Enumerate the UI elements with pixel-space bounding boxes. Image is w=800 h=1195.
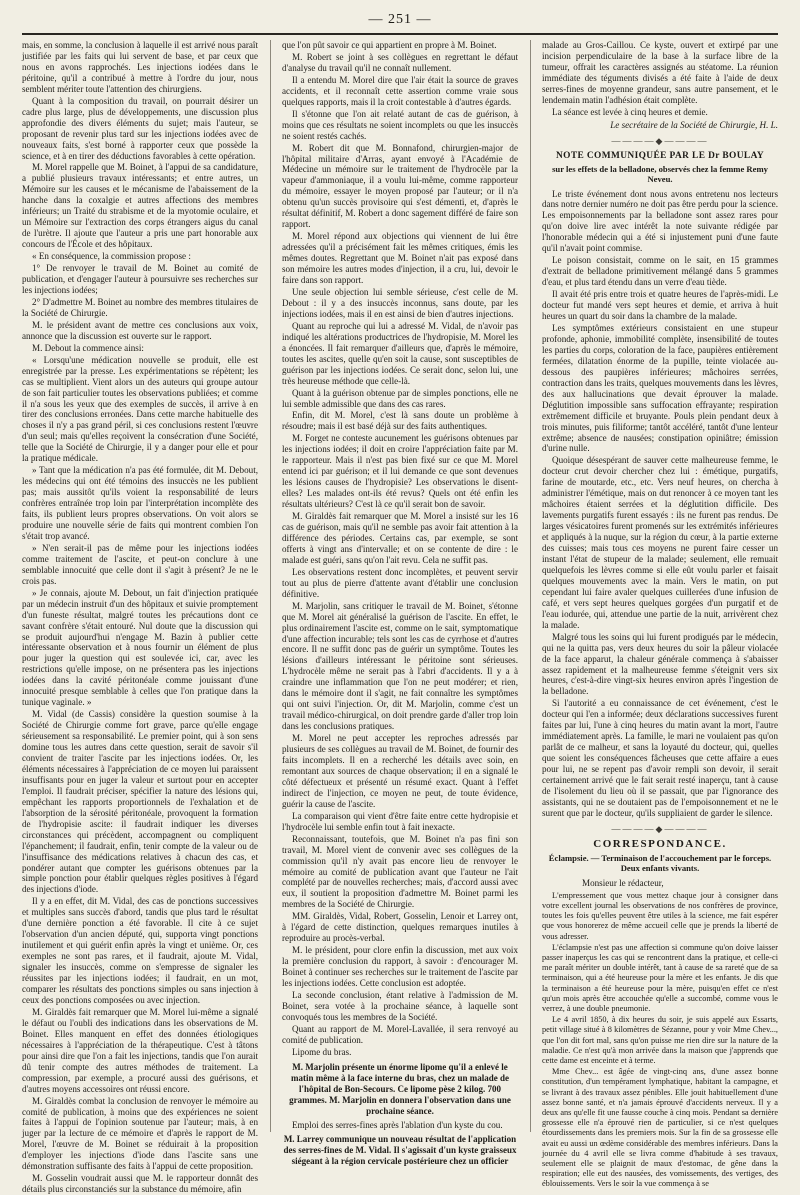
paragraph: M. Giraldès fait remarquer que M. Morel lui-même a signalé le défaut ou l'oubli des indications dans les observations de M. Boinet. Elles manquent en effet des données étiologiques nécessaires à l'appréciation de la thérapeutique. C'est à tâtons pour ainsi dire que l'on a fait les injections, tandis que l'on aurait dû tenir compte des autres méthodes de traitement. La compression, par exemple, a procuré aussi des guérisons, et d'autres moyens accessoires ont réussi encore.	[22, 1006, 258, 1094]
paragraph: « Lorsqu'une médication nouvelle se produit, elle est enregistrée par la presse. Les expérimentations se répètent; les cas se multiplient. Vient alors un des auteurs qui groupe autour de son fait particulier toutes les observations publiées; et comme il n'a sous les yeux que des exemples de succès, il arrive à en tirer des conclusions erronées. Dans cette marche habituelle des choses il n'y a pas grand péril, si ces conclusions restent l'œuvre d'un seul; mais qu'elles reçoivent la consécration d'une Société, telle que la Société de Chirurgie, il y a danger pour elle et pour la pratique médicale.	[22, 354, 258, 464]
correspondance-heading: CORRESPONDANCE.	[593, 837, 727, 850]
note-subheading: sur les effets de la belladone, observés chez la femme Remy Neveu.	[552, 163, 768, 184]
paragraph: M. Giraldès combat la conclusion de renvoyer le mémoire au comité de publication, à moins que des expériences ne soient faites à l'appui de l'opinion soutenue par l'auteur; mais, à en juger par la lecture de ce mémoire et d'après le rapport de M. Morel, l'œuvre de M. Boinet se réduirait à la proposition d'employer les injections d'iode dans l'ascite sans une démonstration suffisante des faits à l'appui de cette proposition.	[22, 1095, 258, 1172]
paragraph: M. Forget ne conteste aucunement les guérisons obtenues par les injections iodées; il doit en croire l'appréciation faite par M. le rapporteur. Mais il n'est pas bien fixé sur ce que M. Morel entend ici par guérison; et il lui demande ce que sont devenues les lésions causes de l'hydropisie? Les observations le disent-elles? Les malades ont-ils été revus? Quels ont été enfin les résultats ultérieurs? C'est là ce qu'il serait bon de savoir.	[282, 433, 518, 510]
paragraph: Il a entendu M. Morel dire que l'air était la source de graves accidents, et il reconnaît cette assertion comme vraie sous quelques rapports, mais il la croit contestable à d'autres égards.	[282, 74, 518, 107]
ornament-divider: ————◆————	[611, 135, 709, 146]
paragraph: 1° De renvoyer le travail de M. Boinet au comité de publication, et d'engager l'auteur à poursuivre ses recherches sur les injections iodées;	[22, 263, 258, 295]
paragraph: M. Gosselin voudrait aussi que M. le rapporteur donnât des détails plus circonstanciés sur la substance du mémoire, afin	[22, 1173, 258, 1195]
paragraph: Il s'étonne que l'on ait relaté autant de cas de guérison, à moins que ces résultats ne soient incomplets ou que les insuccès ne soient restés cachés.	[282, 108, 518, 141]
paragraph: » Je connais, ajoute M. Debout, un fait d'injection pratiquée par un médecin instruit d'un des hôpitaux et suivie promptement d'un funeste résultat, malgré toutes les précautions dont ce savant confrère s'était entouré. Nul doute que la discussion qui se produit aujourd'hui n'engage M. Bazin à publier cette intéressante observation et à nous fournir un élément de plus pour juger la question qui est soulevée ici, car, avec les restrictions qu'elle impose, on ne présentera pas les injections iodées dans la cavité péritonéale comme jouissant d'une innocuité presque semblable à celles que l'on pratique dans la tunique vaginale. »	[22, 587, 258, 708]
paragraph: L'éclampsie n'est pas une affection si commune qu'on doive laisser passer inaperçus les cas qui se rencontrent dans la pratique, et celle-ci me paraît mériter un double intérêt, tant à cause de sa rareté que de sa terminaison, qui a été heureuse pour la mère et les enfants. Je dis que la terminaison a été heureuse pour la mère, puisqu'en effet ce n'est qu'un mois après être accouchée qu'elle a succombé, comme vous le verrez, à une double pneumonie.	[542, 942, 778, 1013]
paragraph: L'empressement que vous mettez chaque jour à consigner dans votre excellent journal les observations de nos confrères de province, toutes les fois qu'elles peuvent être utiles à la science, me fait espérer que vous honorerez de même accueil celle que je prends la liberté de vous adresser.	[542, 890, 778, 941]
paragraph: Quoique désespérant de sauver cette malheureuse femme, le docteur crut devoir chercher chez lui : émétique, purgatifs, farine de moutarde, etc., etc. Vers neuf heures, on chercha à administrer l'émétique, mais on dut renoncer à ce moyen tant les mâchoires étaient serrées et la déglutition difficile. Des lavements purgatifs furent essayés : ils ne furent pas rendus. De larges vésicatoires furent promenés sur les extrémités inférieures et appliqués à la nuque, sur la région du cœur, à la partie externe des cuisses; mais tous ces moyens ne purent faire cesser un instant l'état de stupeur de la malade; seulement, elle remuait quelquefois les lèvres comme si elle eût voulu parler et faisait quelques mouvements avec la main. Vers le matin, on put cependant lui faire avaler quelques cuillerées d'une infusion de café, et vers sept heures quelques gorgées d'un purgatif et de l'eau iodurée, qui, attendue une partie de la nuit, arrivèrent chez la malade.	[542, 455, 778, 630]
section-heading-serres-fines: M. Larrey communique un nouveau résultat de l'application des serres-fines de M. Vidal. Il s'agissait d'un kyste graisseux siégeant à la région cervicale postérieure chez un officier	[283, 1134, 517, 1167]
paragraph: M. Morel répond aux objections qui viennent de lui être adressées qu'il a précisément fait les mêmes critiques, émis les mêmes doutes. Regrettant que M. Boinet n'ait pas exposé dans son mémoire les autres modes d'injection, il a cru, lui, devoir le faire dans son rapport.	[282, 231, 518, 286]
paragraph: Il avait été pris entre trois et quatre heures de l'après-midi. Le docteur fut mandé vers sept heures et demie, et arriva à huit heures un quart du soir dans la chambre de la malade.	[542, 289, 778, 322]
note-heading: NOTE COMMUNIQUÉE PAR LE Dr BOULAY	[555, 150, 765, 161]
header-rule	[22, 33, 778, 35]
section-heading-lipome: M. Marjolin présente un énorme lipome qu'il a enlevé le matin même à la face interne du bras, chez un malade de l'hôpital de Bon-Secours. Ce lipome pèse 2 kilog. 700 grammes. M. Marjolin en donnera l'observation dans une prochaine séance.	[289, 1061, 511, 1116]
column-right	[542, 40, 778, 1189]
paragraph: M. Robert se joint à ses collègues en regrettant le défaut d'analyse du travail qu'il ne connaît nullement.	[282, 51, 518, 73]
paragraph: Quant au rapport de M. Morel-Lavallée, il sera renvoyé au comité de publication.	[282, 1023, 518, 1045]
paragraph: M. Vidal (de Cassis) considère la question soumise à la Société de Chirurgie comme fort grave, parce qu'elle engage sérieusement sa responsabilité. Le premier point, qui à son sens domine tous les autres dans cette question, serait de savoir s'il convient de traiter l'ascite par les injections iodées. Or, les éléments nécessaires à l'appréciation de ce moyen lui paraissent insuffisants pour en juger la valeur et surtout pour en accepter l'emploi. Il faudrait préciser, spécifier la nature des lésions qui, empêchant les rapports proportionnels de l'exhalation et de l'absorption de la sérosité péritonéale, provoquent la formation de l'hydropisie ascite: il faudrait indiquer les diverses circonstances qui précèdent, accompagnent ou compliquent l'épanchement; il faudrait, enfin, tenir compte de la valeur ou de l'insuffisance des médications relatives à chacun des cas, et pondérer autant que compter les guérisons obtenues par la simple ponction pour établir quelques règles positives à l'égard des injections d'iode.	[22, 709, 258, 895]
paragraph: » N'en serait-il pas de même pour les injections iodées comme traitement de l'ascite, et peut-on conclure à une semblable innocuité que celle dont il s'agit à présent? Je ne le crois pas.	[22, 542, 258, 586]
secretary-signature: Le secrétaire de la Société de Chirurgie, H. L.	[610, 119, 778, 130]
paragraph: Le 4 avril 1850, à dix heures du soir, je suis appelé aux Essarts, petit village situé à 8 kilomètres de Sézanne, pour y voir Mme Chev..., que l'on dit fort mal, sans qu'on puisse me rien dire sur la nature de la maladie. Ce n'est qu'à mon arrivée dans la maison que j'apprends que cette dame est enceinte et à terme.	[542, 1015, 778, 1065]
paragraph: La séance est levée à cinq heures et demie.	[552, 106, 708, 117]
paragraph: La seconde conclusion, étant relative à l'admission de M. Boinet, sera votée à la prochaine séance, à laquelle sont convoqués tous les membres de la Société.	[282, 990, 518, 1022]
paragraph: Il y a en effet, dit M. Vidal, des cas de ponctions successives et multiples sans succès d'abord, tandis que plus tard le résultat d'une dernière ponction a été favorable. Il cite à ce sujet l'observation d'un ancien député, qui, supporta vingt ponctions inutilement et qui guérit enfin après la vingt et unième. Or, ces exemples ne sont pas rares, et il faudrait, ajoute M. Vidal, signaler les insuccès, comme on s'empresse de signaler les réussites par les injections iodées; il faudrait, en un mot, comparer les résultats des ponctions simples ou sans injection à ceux des ponctions composées ou avec injection.	[22, 896, 258, 1005]
paragraph: Quant au reproche qui lui a adressé M. Vidal, de n'avoir pas indiqué les altérations productrices de l'hydropisie, M. Morel les a énoncées. Il fait remarquer d'ailleurs que, d'après le mémoire, toutes les ascites, quelle qu'en soit la cause, sont susceptibles de guérison par les injections iodées. Ce serait donc, selon lui, une très heureuse méthode que celle-là.	[282, 320, 518, 386]
paragraph: Reconnaissant, toutefois, que M. Boinet n'a pas fini son travail, M. Morel vient de convenir avec ses collègues de la commission qu'il n'y avait pas encore lieu de renvoyer le mémoire au comité de publication avant que l'auteur ne l'ait complété par de nouvelles recherches; mais, d'accord aussi avec eux, il soutient la proposition d'admettre M. Boinet parmi les membres de la Société de Chirurgie.	[282, 833, 518, 910]
paragraph: M. le président, pour clore enfin la discussion, met aux voix la première conclusion du rapport, à savoir : d'encourager M. Boinet à continuer ses recherches sur le traitement de l'ascite par les injections iodées. Cette conclusion est adoptée.	[282, 945, 518, 989]
correspondance-subheading: Éclampsie. — Terminaison de l'accouchement par le forceps. Deux enfants vivants.	[548, 852, 772, 873]
paragraph: Les observations restent donc incomplètes, et peuvent servir tout au plus de pierre d'attente avant d'établir une conclusion définitive.	[282, 566, 518, 599]
paragraph: MM. Giraldès, Vidal, Robert, Gosselin, Lenoir et Larrey ont, à l'égard de cette distinction, quelques remarques inutiles à reproduire au procès-verbal.	[282, 911, 518, 944]
column-left	[22, 40, 258, 1195]
paragraph: M. Morel ne peut accepter les reproches adressés par plusieurs de ses collègues au travail de M. Boinet, de fournir des faits incomplets. Il en a recherché les détails avec soin, en remontant aux sources de chaque observation; il en a signalé le côté défectueux et présenté un résumé exact. Quant à l'effet indirect de l'injection, ce moyen ne peut, de toute évidence, guérir la cause de l'ascite.	[282, 733, 518, 809]
paragraph: Quant à la guérison obtenue par de simples ponctions, elle ne lui semble admissible que dans des cas rares.	[282, 387, 518, 409]
column-divider	[530, 40, 531, 1132]
paragraph: que l'on pût savoir ce qui appartient en propre à M. Boinet.	[282, 40, 497, 50]
paragraph: » Tant que la médication n'a pas été formulée, dit M. Debout, les médecins qui ont été témoins des insuccès ne les publient pas; mais aussitôt qu'ils voient la responsabilité de leurs confrères entraînée trop loin par l'interprétation incomplète des faits, ils publient leurs propres observations. On voit alors se produire une nouvelle série de faits qui montrent combien l'on s'était trop avancé.	[22, 465, 258, 541]
paragraph: malade au Gros-Caillou. Ce kyste, ouvert et extirpé par une incision perpendiculaire de la base à la surface libre de la tumeur, offrait les caractères assignés au stéatome. La réunion immédiate des téguments divisés a été faite à l'aide de deux serres-fines de moyenne grandeur, sans autre pansement, et le lendemain matin l'adhésion était complète.	[542, 40, 778, 105]
paragraph: Emploi des serres-fines après l'ablation d'un kyste du cou.	[292, 1119, 503, 1130]
paragraph: M. Morel rappelle que M. Boinet, à l'appui de sa candidature, a publié plusieurs travaux intéressants; et entre autres, un Mémoire sur les causes et le mécanisme de l'abaissement de la hanche dans la coxalgie et autres affections des membres inférieurs; un Traité du strabisme et de la myotomie oculaire, et un Mémoire sur l'extraction des corps étrangers aigus du canal de l'urètre. Il ajoute que l'auteur a pris une part honorable aux concours de l'École et des hôpitaux.	[22, 162, 258, 250]
paragraph: Si l'autorité a eu connaissance de cet événement, c'est le docteur qui l'en a informée; deux déclarations successives furent faites par lui, l'une à cinq heures du matin avant la mort, l'autre immédiatement après. La famille, le mari ne voulaient pas qu'on parlât de ce malheur, et sans la loyauté du docteur, qui, quelles que soient les conséquences fâcheuses que cette affaire a eues pour lui, ne se repent pas d'avoir rempli son devoir, il serait certainement arrivé que le fait serait resté inaperçu, tant à cause de l'isolement du lieu où il se passait, que par l'ignorance des assistants, qui ne se doutaient pas de l'empoisonnement et ne le surent que par le docteur, qu'ils suppliaient de garder le silence.	[542, 698, 778, 818]
paragraph: « En conséquence, la commission propose :	[32, 251, 191, 262]
paragraph: Le poison consistait, comme on le sait, en 15 grammes d'extrait de belladone primitivement mélangé dans 5 grammes d'eau, et plus tard étendu dans un verre d'eau tiède.	[542, 255, 778, 288]
paragraph: La comparaison qui vient d'être faite entre cette hydropisie et l'hydrocèle lui semble enfin tout à fait inexacte.	[282, 810, 518, 832]
column-middle	[282, 40, 518, 1167]
paragraph: M. Debout la commence ainsi:	[32, 342, 144, 353]
paragraph: M. le président avant de mettre ces conclusions aux voix, annonce que la discussion est ouverte sur le rapport.	[22, 319, 258, 341]
paragraph: Les symptômes extérieurs consistaient en une stupeur profonde, aphonie, immobilité complète, insensibilité de toutes les parties du corps, coloration de la face, paupières entièrement fermées, dilatation énorme de la pupille, teinte violacée au-dessous des paupières inférieures; mâchoires serrées, contraction dans les traits, quelques mouvements dans les lèvres, des aux hallucinations que devait éprouver la malade. Déglutition impossible sans suffocation effrayante; respiration extrêmement difficile et bruyante. Pouls plein pendant deux à trois minutes, puis filiforme; tantôt accéléré, tantôt d'une lenteur extrême; absence de nausées; constipation opiniâtre; émission d'urine nulle.	[542, 322, 778, 454]
paragraph: Malgré tous les soins qui lui furent prodigués par le médecin, qui ne la quitta pas, vers deux heures du soir la pâleur violacée de la face apparut, la chaleur générale commença à s'abaisser assez rapidement et la malheureuse femme s'éteignit vers six heures, c'est-à-dire vingt-six heures environ après l'ingestion de la belladone.	[542, 631, 778, 697]
paragraph: 2° D'admettre M. Boinet au nombre des membres titulaires de la Société de Chirurgie.	[22, 296, 258, 318]
paragraph: Mme Chev... est âgée de vingt-cinq ans, d'une assez bonne constitution, d'un tempérament lymphatique, habitant la campagne, et se livrant à des travaux assez pénibles. Elle jouit habituellement d'une assez bonne santé, et n'a jamais éprouvé d'accidents nerveux. Il y a deux ans qu'elle fit une fausse couche à cinq mois. Pendant sa dernière grossesse elle n'a éprouvé rien de particulier, si ce n'est quelques étourdissements dans les premiers mois. Sur la fin de sa grossesse elle avait eu aussi un œdème considérable des membres inférieurs. Dans la journée du 4 avril elle se livra comme d'habitude à ses travaux, seulement elle se plaignit de maux d'estomac, de gêne dans la respiration; elle eut des nausées, des vomissements, des vertiges, des éblouissements. Vers le soir la vue commença à se	[542, 1067, 778, 1189]
salutation: Monsieur le rédacteur,	[582, 877, 664, 888]
paragraph: mais, en somme, la conclusion à laquelle il est arrivé nous paraît justifiée par les faits qui lui servent de base, et par ceux que nous en avons rapprochés. Les injections iodées dans le péritoine, qu'il a contribué à mettre à l'ordre du jour, nous semblent mériter toute l'attention des chirurgiens.	[22, 40, 258, 94]
column-divider	[270, 40, 271, 1132]
paragraph: Une seule objection lui semble sérieuse, c'est celle de M. Debout : il y a des insuccès inconnus, sans doute, par les injections iodées, mais il en est ainsi de bien d'autres injections.	[282, 286, 518, 319]
page-number: — 251 —	[368, 12, 432, 27]
paragraph: Quant à la composition du travail, on pourrait désirer un cadre plus large, plus de développements, une discussion plus approfondie des divers éléments du sujet; mais l'auteur, se proposant de revenir plus tard sur les injections iodées avec de nouveaux faits, s'est borné à rapporter ceux que possède la science, et à en tirer des déductions favorables à cette opération.	[22, 95, 258, 161]
paragraph: M. Robert dit que M. Bonnafond, chirurgien-major de l'hôpital militaire d'Arras, ayant envoyé à l'Académie de Médecine un mémoire sur le traitement de l'hydrocèle par la vapeur d'ammoniaque, il a voulu lui-même, comme rapporteur du mémoire, essayer le moyen proposé par l'auteur; or il n'a obtenu qu'un succès provisoire qui s'est démenti, et, d'après le résultat définitif, M. Robert a donc sagement différé de faire son rapport.	[282, 142, 518, 230]
paragraph: Le triste événement dont nous avons entretenu nos lecteurs dans notre dernier numéro ne doit pas être perdu pour la science. Les empoisonnements par la belladone sont assez rares pour qu'on doive lire avec intérêt la note suivante rédigée par l'honorable médecin qui a été si injustement puni d'une faute qu'il n'avait point commise.	[542, 188, 778, 254]
paragraph: M. Giraldès fait remarquer que M. Morel a insisté sur les 16 cas de guérison, mais qu'il ne semble pas avoir fait attention à la différence des périodes. Certains cas, par exemple, se sont offerts à vingt ans d'intervalle; et on se contente de dire : le malade est guéri, sans qu'on l'ait revu. Cela ne suffit pas.	[282, 511, 518, 565]
paragraph: Lipome du bras.	[292, 1046, 352, 1057]
paragraph: Enfin, dit M. Morel, c'est là sans doute un problème à résoudre; mais il est basé déjà sur des faits authentiques.	[282, 410, 518, 432]
ornament-divider: ————◆————	[611, 823, 709, 834]
paragraph: M. Marjolin, sans critiquer le travail de M. Boinet, s'étonne que M. Morel ait généralisé la guérison de l'ascite. En effet, le plus ordinairement l'ascite est, comme on le sait, symptomatique d'une affection incurable; tels sont les cas de cyrrhose et d'autres encore. Il ne suffit donc pas de guérir un symptôme. Toutes les lésions d'ailleurs intéressant le péritoine sont sérieuses. L'hydrocèle même ne serait pas à l'abri d'accidents. Il y a à craindre une inflammation que l'on ne peut modérer; et rien, dans le mémoire dont il s'agit, ne fait connaître les symptômes qui ont suivi l'injection. Or, dit M. Marjolin, comme c'est un travail médico-chirurgical, on doit prendre garde d'aller trop loin dans les conclusions pratiques.	[282, 600, 518, 732]
newspaper-page	[22, 6, 778, 1195]
